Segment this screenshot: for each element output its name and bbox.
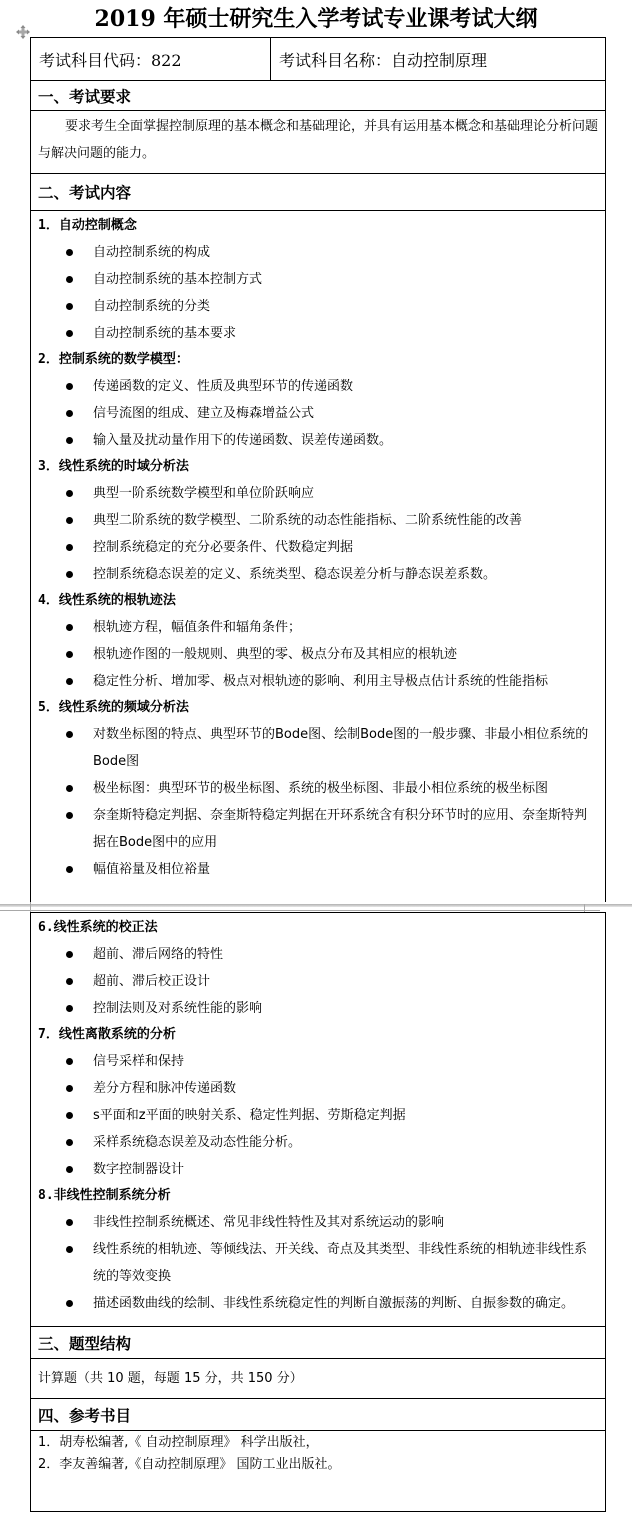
bullet-icon xyxy=(64,239,93,266)
syllabus-table-page-2 xyxy=(30,912,606,1512)
topic-heading: 1．自动控制概念 xyxy=(38,218,137,233)
list-item: 典型二阶系统的数学模型、二阶系统的动态性能指标、二阶系统性能的改善 xyxy=(31,507,605,534)
list-item: 信号流图的组成、建立及梅森增益公式 xyxy=(31,400,605,427)
page-break-line xyxy=(0,910,600,911)
bullet-icon xyxy=(64,775,93,802)
list-item: 奈奎斯特稳定判据、奈奎斯特稳定判据在开环系统含有积分环节时的应用、奈奎斯特判据在Bode图中的应用 xyxy=(31,802,605,856)
bullet-icon xyxy=(64,320,93,347)
page-break-separator xyxy=(0,902,632,912)
bullet-icon xyxy=(64,1075,93,1102)
list-item: 控制系统稳态误差的定义、系统类型、稳态误差分析与静态误差系数。 xyxy=(31,561,605,588)
section-heading-content: 二、考试内容 xyxy=(31,174,605,211)
content-topics-6-8 xyxy=(31,913,605,1327)
list-item: 自动控制系统的基本要求 xyxy=(31,320,605,347)
bullet-icon xyxy=(64,293,93,320)
bullet-icon xyxy=(64,856,93,883)
topic-heading: 6.线性系统的校正法 xyxy=(38,920,158,935)
bullet-icon xyxy=(64,614,93,641)
topic-heading: 7．线性离散系统的分析 xyxy=(38,1027,176,1042)
bullet-icon xyxy=(64,507,93,534)
list-item: 控制法则及对系统性能的影响 xyxy=(31,995,605,1022)
topic-heading: 3．线性系统的时域分析法 xyxy=(38,459,189,474)
page-break-line xyxy=(0,904,632,907)
table-move-handle-icon[interactable] xyxy=(15,24,31,40)
bullet-icon xyxy=(64,1209,93,1236)
bullet-icon xyxy=(64,1236,93,1290)
topic-heading: 5．线性系统的频域分析法 xyxy=(38,700,189,715)
requirements-text: 要求考生全面掌握控制原理的基本概念和基础理论，并具有运用基本概念和基础理论分析问题与解决问题的能力。 xyxy=(31,111,605,174)
list-item: 对数坐标图的特点、典型环节的Bode图、绘制Bode图的一般步骤、非最小相位系统的Bode图 xyxy=(31,721,605,775)
list-item: 典型一阶系统数学模型和单位阶跃响应 xyxy=(31,480,605,507)
list-item: 描述函数曲线的绘制、非线性系统稳定性的判断自激振荡的判断、自振参数的确定。 xyxy=(31,1290,605,1317)
list-item: 稳定性分析、增加零、极点对根轨迹的影响、利用主导极点估计系统的性能指标 xyxy=(31,668,605,695)
list-item: 自动控制系统的基本控制方式 xyxy=(31,266,605,293)
reference-item: 1．胡寿松编著,《 自动控制原理》 科学出版社， xyxy=(38,1435,319,1450)
bullet-icon xyxy=(64,721,93,775)
bullet-icon xyxy=(64,400,93,427)
bullet-icon xyxy=(64,534,93,561)
subject-code: 考试科目代码：822 xyxy=(31,38,271,80)
structure-text-row xyxy=(31,1359,605,1399)
content-topics-1-5 xyxy=(31,211,605,903)
bullet-icon xyxy=(64,668,93,695)
list-item: s平面和z平面的映射关系、稳定性判据、劳斯稳定判据 xyxy=(31,1102,605,1129)
list-item: 自动控制系统的分类 xyxy=(31,293,605,320)
section-heading-references: 四、参考书目 xyxy=(31,1399,605,1431)
list-item: 超前、滞后网络的特性 xyxy=(31,941,605,968)
list-item: 线性系统的相轨迹、等倾线法、开关线、奇点及其类型、非线性系统的相轨迹非线性系统的等效变换 xyxy=(31,1236,605,1290)
document-title: 2019 年硕士研究生入学考试专业课考试大纲 xyxy=(94,6,538,32)
margin-marker xyxy=(30,902,31,912)
list-item: 信号采样和保持 xyxy=(31,1048,605,1075)
bullet-icon xyxy=(64,1156,93,1183)
list-item: 控制系统稳定的充分必要条件、代数稳定判据 xyxy=(31,534,605,561)
list-item: 差分方程和脉冲传递函数 xyxy=(31,1075,605,1102)
bullet-icon xyxy=(64,802,93,856)
subject-info-row xyxy=(31,38,605,81)
syllabus-table-page-1 xyxy=(30,37,606,903)
list-item: 幅值裕量及相位裕量 xyxy=(31,856,605,883)
subject-name: 考试科目名称：自动控制原理 xyxy=(279,50,488,70)
list-item: 非线性控制系统概述、常见非线性特性及其对系统运动的影响 xyxy=(31,1209,605,1236)
bullet-icon xyxy=(64,1129,93,1156)
bullet-icon xyxy=(64,480,93,507)
bullet-icon xyxy=(64,995,93,1022)
list-item: 采样系统稳态误差及动态性能分析。 xyxy=(31,1129,605,1156)
bullet-icon xyxy=(64,641,93,668)
list-item: 自动控制系统的构成 xyxy=(31,239,605,266)
bullet-icon xyxy=(64,1102,93,1129)
topic-heading: 8.非线性控制系统分析 xyxy=(38,1188,171,1203)
list-item: 根轨迹作图的一般规则、典型的零、极点分布及其相应的根轨迹 xyxy=(31,641,605,668)
margin-marker xyxy=(584,904,585,912)
list-item: 数字控制器设计 xyxy=(31,1156,605,1183)
bullet-icon xyxy=(64,373,93,400)
structure-text: 计算题（共 10 题，每题 15 分，共 150 分） xyxy=(38,1370,303,1386)
topic-heading: 4．线性系统的根轨迹法 xyxy=(38,593,176,608)
bullet-icon xyxy=(64,427,93,454)
bullet-icon xyxy=(64,1048,93,1075)
bullet-icon xyxy=(64,941,93,968)
list-item: 根轨迹方程，幅值条件和辐角条件； xyxy=(31,614,605,641)
bullet-icon xyxy=(64,968,93,995)
section-heading-structure: 三、题型结构 xyxy=(31,1327,605,1359)
bullet-icon xyxy=(64,1290,93,1317)
list-item: 传递函数的定义、性质及典型环节的传递函数 xyxy=(31,373,605,400)
list-item: 输入量及扰动量作用下的传递函数、误差传递函数。 xyxy=(31,427,605,454)
section-heading-requirements: 一、考试要求 xyxy=(31,81,605,111)
topic-heading: 2．控制系统的数学模型： xyxy=(38,352,189,367)
references-list xyxy=(31,1431,605,1512)
list-item: 超前、滞后校正设计 xyxy=(31,968,605,995)
bullet-icon xyxy=(64,266,93,293)
list-item: 极坐标图：典型环节的极坐标图、系统的极坐标图、非最小相位系统的极坐标图 xyxy=(31,775,605,802)
reference-item: 2．李友善编著,《自动控制原理》 国防工业出版社。 xyxy=(38,1457,341,1472)
bullet-icon xyxy=(64,561,93,588)
